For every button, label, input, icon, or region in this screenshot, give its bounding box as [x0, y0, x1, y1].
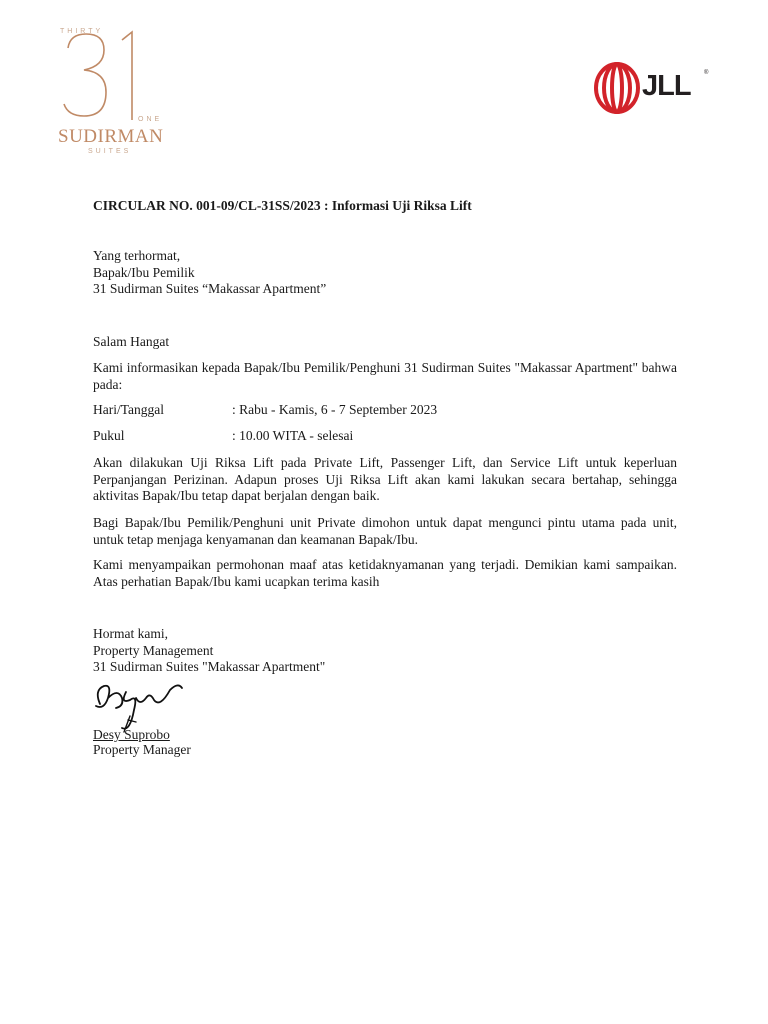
paragraph-lift-test: Akan dilakukan Uji Riksa Lift pada Private Lift, Passenger Lift, dan Service Lift untuk keperluan Perpanjangan Perizinan. Adapun proses Uji Riksa Lift akan kami lakukan secara bertahap, sehingga aktivitas Bapak/Ibu tetap dapat berjalan dengan baik.: [93, 455, 677, 503]
address-block: [93, 248, 677, 298]
logo-one-text: ONE: [138, 116, 163, 123]
date-label: Hari/Tanggal: [93, 402, 165, 417]
closing-line-3: 31 Sudirman Suites "Makassar Apartment": [93, 659, 326, 674]
jll-emblem-icon: [594, 62, 640, 114]
greeting: Salam Hangat: [93, 334, 170, 349]
date-value: : Rabu - Kamis, 6 - 7 September 2023: [232, 402, 438, 417]
paragraph-apology: Kami menyampaikan permohonan maaf atas ketidaknyamanan yang terjadi. Demikian kami sampaikan. Atas perhatian Bapak/Ibu kami ucapkan terima kasih: [93, 557, 677, 589]
registered-mark: ®: [704, 70, 709, 76]
jll-logo: [594, 62, 714, 114]
address-line-1: Yang terhormat,: [93, 248, 181, 263]
circular-title: CIRCULAR NO. 001-09/CL-31SS/2023 : Informasi Uji Riksa Lift: [93, 198, 472, 213]
closing-line-2: Property Management: [93, 642, 214, 658]
logo-thirty-text: THIRTY: [60, 28, 104, 35]
closing-block: [93, 626, 677, 676]
sudirman-suites-logo: [50, 22, 170, 162]
intro-paragraph: Kami informasikan kepada Bapak/Ibu Pemilik/Penghuni 31 Sudirman Suites "Makassar Apartment" bahwa pada:: [93, 360, 677, 392]
logo-suites-text: SUITES: [88, 148, 132, 155]
paragraph-private-unit: Bagi Bapak/Ibu Pemilik/Penghuni unit Private dimohon untuk dapat mengunci pintu utama pada unit, untuk tetap menjaga kenyamanan dan keamanan Bapak/Ibu.: [93, 515, 677, 547]
logo-31-numeral: [60, 26, 150, 122]
jll-wordmark: JLL: [642, 70, 691, 102]
signatory-name: Desy Suprobo: [93, 727, 170, 742]
address-line-2: Bapak/Ibu Pemilik: [93, 264, 195, 280]
signatory-title: Property Manager: [93, 742, 191, 757]
time-label: Pukul: [93, 428, 125, 443]
closing-line-1: Hormat kami,: [93, 626, 168, 641]
address-line-3: 31 Sudirman Suites “Makassar Apartment”: [93, 281, 327, 296]
time-value: : 10.00 WITA - selesai: [232, 428, 354, 443]
logo-brand-text: SUDIRMAN: [58, 126, 164, 147]
